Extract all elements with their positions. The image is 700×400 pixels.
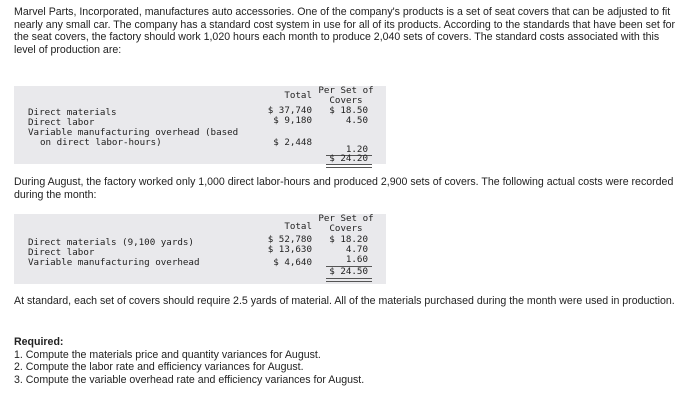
row-total: $ 52,780 <box>267 234 312 245</box>
col-header-per-set: Per Set of <box>318 213 374 224</box>
row-per-set: 1.60 <box>345 254 368 265</box>
double-rule <box>326 164 372 168</box>
august-paragraph: During August, the factory worked only 1,000 direct labor-hours and produced 2,900 sets of covers. The following actual costs were recorded during the month: <box>14 176 674 201</box>
row-label: Direct labor <box>28 247 95 258</box>
row-label-continued: on direct labor-hours) <box>40 137 162 148</box>
col-header-per-set: Per Set of <box>318 85 374 96</box>
required-item-1: 1. Compute the materials price and quantity variances for August. <box>14 348 321 361</box>
required-section <box>14 336 682 386</box>
sum-per-set: $ 24.20 <box>329 153 368 164</box>
row-total: $ 9,180 <box>273 115 312 126</box>
col-header-covers: Covers <box>329 95 363 106</box>
row-per-set: 4.50 <box>345 115 368 126</box>
row-per-set: $ 18.20 <box>329 234 368 245</box>
row-label: Variable manufacturing overhead <box>28 257 200 268</box>
row-total: $ 2,448 <box>273 137 312 148</box>
required-item-2: 2. Compute the labor rate and efficiency variances for August. <box>14 361 304 374</box>
actual-cost-table <box>14 214 386 284</box>
row-total: $ 4,640 <box>273 257 312 268</box>
col-header-total: Total <box>284 221 312 232</box>
sum-per-set: $ 24.50 <box>329 266 368 277</box>
row-per-set: 1.20 <box>345 144 368 155</box>
row-per-set: $ 18.50 <box>329 105 368 116</box>
required-heading: Required: <box>14 336 64 348</box>
standard-paragraph: At standard, each set of covers should require 2.5 yards of material. All of the materials purchased during the month were used in production. <box>14 295 675 307</box>
row-per-set: 4.70 <box>345 244 368 255</box>
standard-cost-table <box>14 86 386 164</box>
col-header-total: Total <box>284 90 312 101</box>
row-total: $ 13,630 <box>267 244 312 255</box>
col-header-covers: Covers <box>329 223 363 234</box>
row-total: $ 37,740 <box>267 105 312 116</box>
row-label: Direct labor <box>28 117 95 128</box>
double-rule <box>326 278 372 282</box>
row-label: Direct materials (9,100 yards) <box>28 237 194 248</box>
intro-paragraph: Marvel Parts, Incorporated, manufactures auto accessories. One of the company's products is a set of seat covers that can be adjusted to fit nearly any small car. The company has a standard cost system in use for all of its products. According to the standards that have been set for the seat covers, the factory should work 1,020 hours each month to produce 2,040 sets of covers. The standard costs associated with this level of production are: <box>14 6 676 56</box>
required-item-3: 3. Compute the variable overhead rate and efficiency variances for August. <box>14 373 365 386</box>
row-label: Variable manufacturing overhead (based <box>28 127 239 138</box>
row-label: Direct materials <box>28 107 117 118</box>
